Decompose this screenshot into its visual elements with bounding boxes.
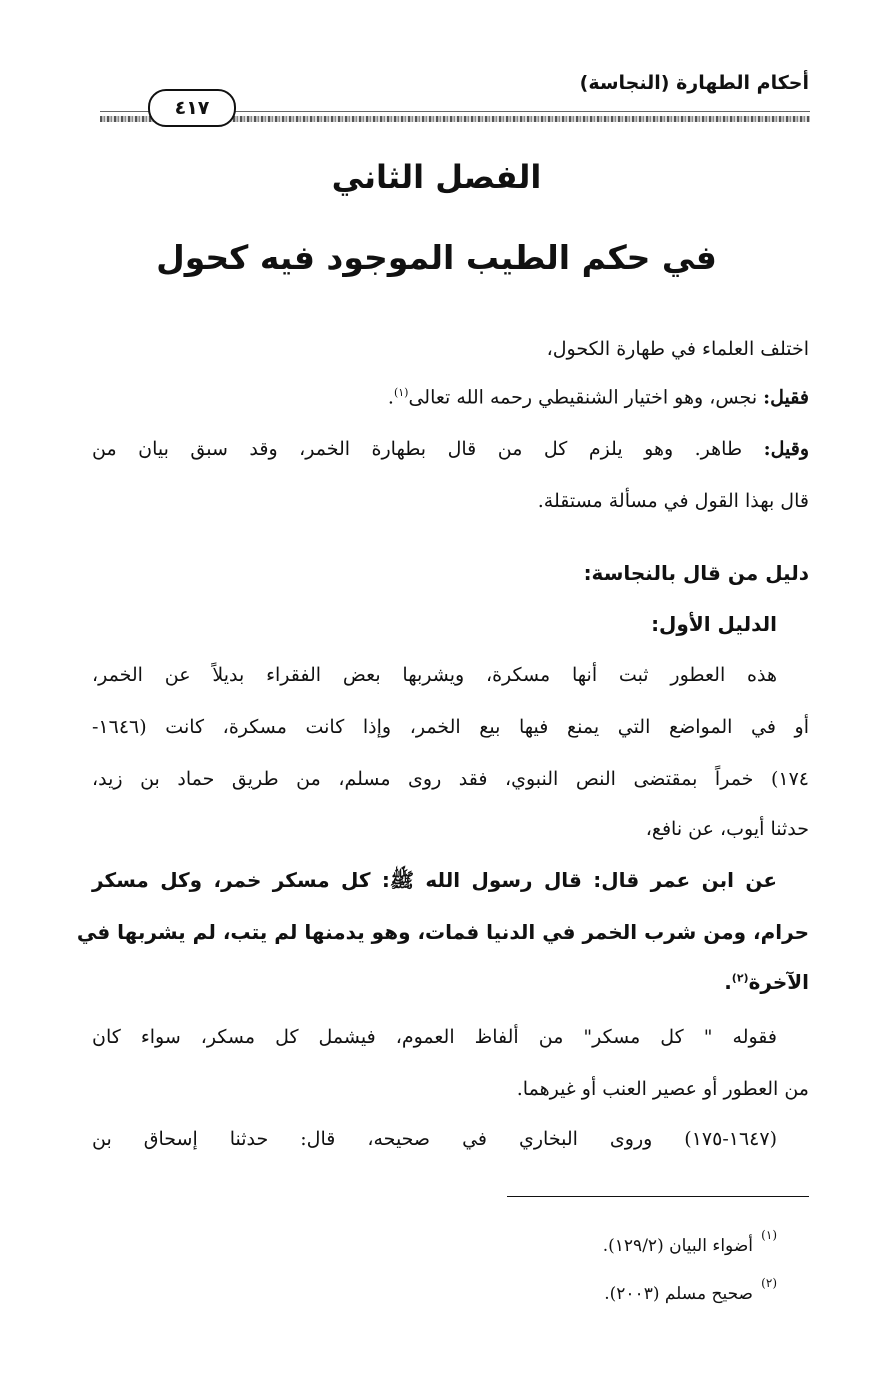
evidence-line-2: أو في المواضع التي يمنع فيها بيع الخمر، وإذا كانت مسكرة، كانت (١٦٤٦- — [92, 716, 809, 738]
paragraph-first-opinion — [92, 386, 809, 408]
section-heading-evidence: دليل من قال بالنجاسة: — [583, 561, 809, 585]
hadith-line-2: حرام، ومن شرب الخمر في الدنيا فمات، وهو يدمنها لم يتب، لم يشربها في — [76, 920, 809, 944]
footnote-separator — [507, 1196, 809, 1197]
footnote-ref-2: (٢) — [731, 971, 749, 985]
first-opinion-lead: فقيل: — [763, 386, 809, 409]
footnote-2-mark: (٢) — [761, 1276, 777, 1290]
footnote-ref-1: (١) — [393, 386, 409, 399]
commentary-line-2: من العطور أو عصير العنب أو غيرهما. — [516, 1078, 809, 1100]
hadith-line-1: عن ابن عمر قال: قال رسول الله ﷺ: كل مسكر خمر، وكل مسكر — [92, 868, 777, 892]
chapter-title: الفصل الثاني — [331, 158, 542, 196]
second-opinion-lead: وقيل: — [763, 438, 809, 460]
first-opinion-end: . — [387, 386, 394, 409]
hadith-end: . — [724, 970, 732, 994]
chapter-subtitle: في حكم الطيب الموجود فيه كحول — [156, 238, 717, 277]
hadith-line-3-text: الآخرة — [748, 970, 809, 994]
footnote-1-text: أضواء البيان (١٢٩/٢). — [602, 1236, 753, 1256]
commentary-line-1: فقوله " كل مسكر" من ألفاظ العموم، فيشمل كل مسكر، سواء كان — [92, 1026, 777, 1048]
evidence-line-3: ١٧٤) خمراً بمقتضى النص النبوي، فقد روى مسلم، من طريق حماد بن زيد، — [92, 768, 809, 790]
evidence-line-1: هذه العطور ثبت أنها مسكرة، ويشربها بعض الفقراء بديلاً عن الخمر، — [92, 664, 777, 686]
page-number: ٤١٧ — [148, 89, 236, 127]
paragraph-intro: اختلف العلماء في طهارة الكحول، — [546, 338, 809, 360]
second-opinion-text: طاهر. وهو يلزم كل من قال بطهارة الخمر، وقد سبق بيان من — [92, 438, 764, 460]
evidence-line-4: حدثنا أيوب، عن نافع، — [645, 818, 809, 840]
hadith-line-3 — [92, 970, 809, 994]
running-header-title: أحكام الطهارة (النجاسة) — [579, 72, 809, 94]
bukhari-line-1: (١٦٤٧-١٧٥) وروى البخاري في صحيحه، قال: حدثنا إسحاق بن — [92, 1128, 777, 1150]
second-opinion-continuation: قال بهذا القول في مسألة مستقلة. — [537, 490, 809, 512]
footnote-2-text: صحيح مسلم (٢٠٠٣). — [604, 1284, 753, 1304]
subsection-heading-first-evidence: الدليل الأول: — [651, 612, 777, 636]
first-opinion-text: نجس، وهو اختيار الشنقيطي رحمه الله تعالى — [408, 386, 764, 409]
paragraph-second-opinion — [92, 438, 809, 460]
footnote-1-mark: (١) — [761, 1228, 777, 1242]
